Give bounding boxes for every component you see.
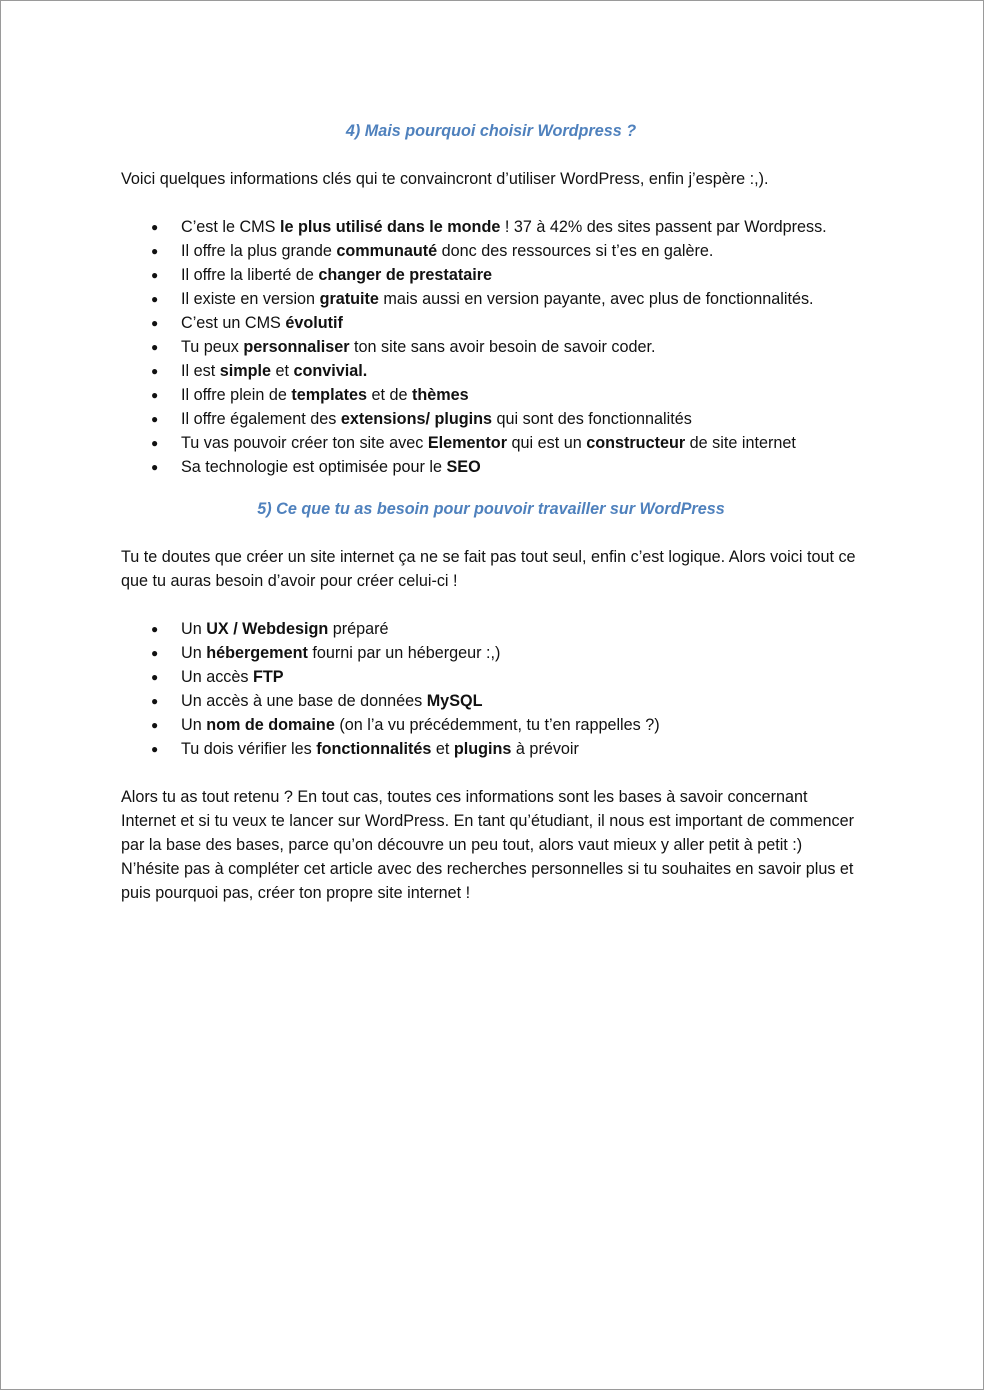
section-4-heading: 4) Mais pourquoi choisir Wordpress ?: [345, 122, 637, 140]
list-item: [121, 215, 861, 239]
section-5-intro: Tu te doutes que créer un site internet ça ne se fait pas tout seul, enfin c’est logique. Alors voici tout ce que tu auras besoin d’avoir pour créer celui-ci !: [121, 548, 856, 590]
list-item: [121, 713, 861, 737]
text-run: C’est le CMS: [181, 218, 280, 236]
list-item: [121, 407, 861, 431]
bold-text: thèmes: [411, 386, 469, 404]
text-run: Il offre plein de: [181, 386, 292, 404]
text-run: Il est: [181, 362, 220, 380]
section-5-bullet-list: [121, 617, 861, 761]
bold-text: nom de domaine: [206, 716, 335, 734]
bold-text: fonctionnalités: [316, 740, 432, 758]
list-item: [121, 737, 861, 761]
list-item: [121, 689, 861, 713]
text-run: Un accès à une base de données: [181, 692, 427, 710]
section-4-intro: Voici quelques informations clés qui te convaincront d’utiliser WordPress, enfin j’espère :,).: [121, 170, 769, 188]
bold-text: UX / Webdesign: [206, 620, 329, 638]
bold-text: SEO: [446, 458, 481, 476]
text-run: qui sont des fonctionnalités: [492, 410, 692, 428]
text-run: à prévoir: [511, 740, 579, 758]
text-run: et: [270, 362, 294, 380]
text-run: préparé: [328, 620, 389, 638]
bold-text: changer de prestataire: [318, 266, 493, 284]
bold-text: templates: [291, 386, 367, 404]
bold-text: constructeur: [586, 434, 686, 452]
text-run: et: [431, 740, 454, 758]
bold-text: Elementor: [427, 434, 507, 452]
bold-text: évolutif: [285, 314, 343, 332]
bold-text: MySQL: [426, 692, 483, 710]
text-run: Sa technologie est optimisée pour le: [181, 458, 447, 476]
bold-text: plugins: [453, 740, 512, 758]
text-run: Un: [181, 620, 207, 638]
text-run: mais aussi en version payante, avec plus de fonctionnalités.: [378, 290, 814, 308]
text-run: de site internet: [685, 434, 796, 452]
conclusion-paragraph: Alors tu as tout retenu ? En tout cas, toutes ces informations sont les bases à savoir concernant Internet et si tu veux te lancer sur WordPress. En tant qu’étudiant, il nous est important de commencer par la base des bases, parce qu’on découvre un peu tout, alors vaut mieux y aller petit à petit :) N’hésite pas à compléter cet article avec des recherches personnelles si tu souhaites en savoir plus et puis pourquoi pas, créer ton propre site internet !: [121, 788, 854, 902]
text-run: (on l’a vu précédemment, tu t’en rappelles ?): [334, 716, 660, 734]
bold-text: gratuite: [319, 290, 379, 308]
bold-text: FTP: [252, 668, 284, 686]
bold-text: extensions/ plugins: [340, 410, 493, 428]
list-item: [121, 665, 861, 689]
list-item: [121, 641, 861, 665]
list-item: [121, 455, 861, 479]
text-run: Tu peux: [181, 338, 244, 356]
bold-text: convivial.: [293, 362, 368, 380]
text-run: C’est un CMS: [181, 314, 286, 332]
list-item: [121, 311, 861, 335]
text-run: donc des ressources si t’es en galère.: [437, 242, 714, 260]
list-item: [121, 431, 861, 455]
text-run: Il offre la liberté de: [181, 266, 319, 284]
text-run: fourni par un hébergeur :,): [307, 644, 501, 662]
text-run: ! 37 à 42% des sites passent par Wordpress.: [500, 218, 827, 236]
text-run: Un accès: [181, 668, 253, 686]
list-item: [121, 335, 861, 359]
text-run: et de: [366, 386, 412, 404]
text-run: Tu dois vérifier les: [181, 740, 317, 758]
document-body: [121, 119, 861, 905]
list-item: [121, 239, 861, 263]
text-run: Il offre la plus grande: [181, 242, 337, 260]
text-run: Il existe en version: [181, 290, 320, 308]
bold-text: simple: [219, 362, 271, 380]
bold-text: hébergement: [206, 644, 308, 662]
list-item: [121, 263, 861, 287]
bold-text: le plus utilisé dans le monde: [279, 218, 501, 236]
text-run: ton site sans avoir besoin de savoir coder.: [349, 338, 656, 356]
list-item: [121, 617, 861, 641]
list-item: [121, 383, 861, 407]
bold-text: personnaliser: [243, 338, 350, 356]
list-item: [121, 287, 861, 311]
bold-text: communauté: [336, 242, 438, 260]
section-4-bullet-list: [121, 215, 861, 479]
text-run: Un: [181, 644, 207, 662]
text-run: Un: [181, 716, 207, 734]
section-5-heading: 5) Ce que tu as besoin pour pouvoir travailler sur WordPress: [257, 500, 725, 518]
text-run: Tu vas pouvoir créer ton site avec: [181, 434, 428, 452]
list-item: [121, 359, 861, 383]
text-run: qui est un: [507, 434, 587, 452]
text-run: Il offre également des: [181, 410, 341, 428]
